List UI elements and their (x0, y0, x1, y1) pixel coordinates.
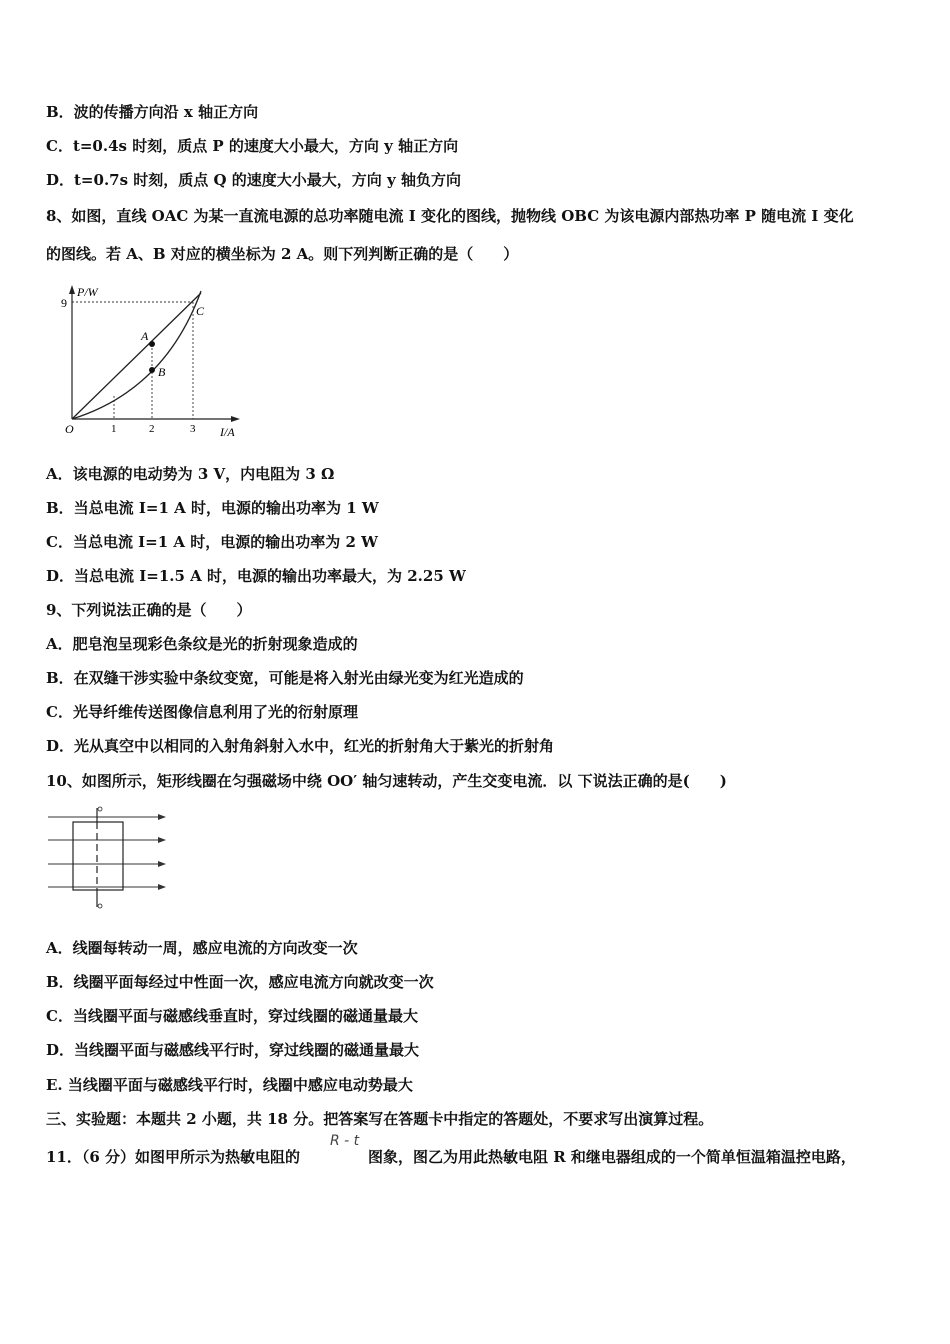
origin-label: O (65, 422, 74, 436)
q8-option-d: D．当总电流 I=1.5 A 时，电源的输出功率最大，为 2.25 W (46, 567, 466, 585)
y-tick-9: 9 (61, 296, 67, 310)
q9-stem: 9、下列说法正确的是（ ） (46, 601, 252, 619)
q9-option-a: A．肥皂泡呈现彩色条纹是光的折射现象造成的 (46, 635, 358, 653)
q7-option-b: B．波的传播方向沿 x 轴正方向 (46, 103, 259, 121)
q10-option-a: A．线圈每转动一周，感应电流的方向改变一次 (46, 939, 358, 957)
field-arrowheads (158, 814, 166, 890)
q9-option-c: C．光导纤维传送图像信息利用了光的衍射原理 (46, 703, 358, 721)
q9-option-b: B．在双缝干涉实验中条纹变宽，可能是将入射光由绿光变为红光造成的 (46, 669, 524, 687)
coil-rectangle (73, 822, 123, 890)
q8-option-a: A．该电源的电动势为 3 V，内电阻为 3 Ω (46, 465, 335, 483)
q11-text-part2: 图象，图乙为用此热敏电阻 R 和继电器组成的一个简单恒温箱温控电路， (368, 1148, 856, 1166)
q10-stem: 10、如图所示，矩形线圈在匀强磁场中绕 OO′ 轴匀速转动，产生交变电流．以 下说法正确的是( ) (46, 772, 727, 790)
magnetic-field-lines (48, 817, 164, 887)
point-b-label: B (158, 365, 166, 379)
q8-stem-line2: 的图线。若 A、B 对应的横坐标为 2 A。则下列判断正确的是（ ） (46, 245, 519, 263)
q8-stem-line1: 8、如图，直线 OAC 为某一直流电源的总功率随电流 I 变化的图线，抛物线 OBC 为该电源内部热功率 P 随电流 I 变化 (46, 207, 854, 225)
q10-rotating-coil-diagram (46, 804, 171, 914)
q10-option-b: B．线圈平面每经过中性面一次，感应电流方向就改变一次 (46, 973, 434, 991)
q11-text-part1: 11．（6 分）如图甲所示为热敏电阻的 (46, 1148, 301, 1166)
x-tick-1: 1 (111, 423, 117, 435)
point-a-dot (149, 341, 155, 347)
q8-power-current-graph (55, 282, 255, 442)
point-a-label: A (141, 329, 149, 343)
y-axis-arrow (69, 285, 75, 294)
line-oac (72, 293, 201, 419)
x-tick-3: 3 (190, 423, 196, 435)
q10-option-e: E. 当线圈平面与磁感线平行时，线圈中感应电动势最大 (46, 1076, 413, 1094)
q7-option-d: D．t=0.7s 时刻，质点 Q 的速度大小最大，方向 y 轴负方向 (46, 171, 461, 189)
x-tick-2: 2 (149, 423, 155, 435)
q10-option-d: D．当线圈平面与磁感线平行时，穿过线圈的磁通量最大 (46, 1041, 420, 1059)
q8-option-c: C．当总电流 I=1 A 时，电源的输出功率为 2 W (46, 533, 378, 551)
y-axis-label: P/W (77, 285, 98, 299)
q8-option-b: B．当总电流 I=1 A 时，电源的输出功率为 1 W (46, 499, 379, 517)
point-b-dot (149, 367, 155, 373)
x-axis-arrow (231, 416, 240, 422)
q9-option-d: D．光从真空中以相同的入射角斜射入水中，红光的折射角大于紫光的折射角 (46, 737, 555, 755)
axis-o-marker (98, 807, 102, 811)
axis-o-prime-marker (98, 904, 102, 908)
q10-option-c: C．当线圈平面与磁感线垂直时，穿过线圈的磁通量最大 (46, 1007, 418, 1025)
q7-option-c: C．t=0.4s 时刻，质点 P 的速度大小最大，方向 y 轴正方向 (46, 137, 459, 155)
x-axis-label: I/A (220, 425, 235, 439)
point-c-label: C (196, 304, 205, 318)
section3-header: 三、实验题：本题共 2 小题，共 18 分。把答案写在答题卡中指定的答题处，不要求写出演算过程。 (46, 1110, 714, 1128)
q11-rt-label: R - t (330, 1133, 360, 1149)
